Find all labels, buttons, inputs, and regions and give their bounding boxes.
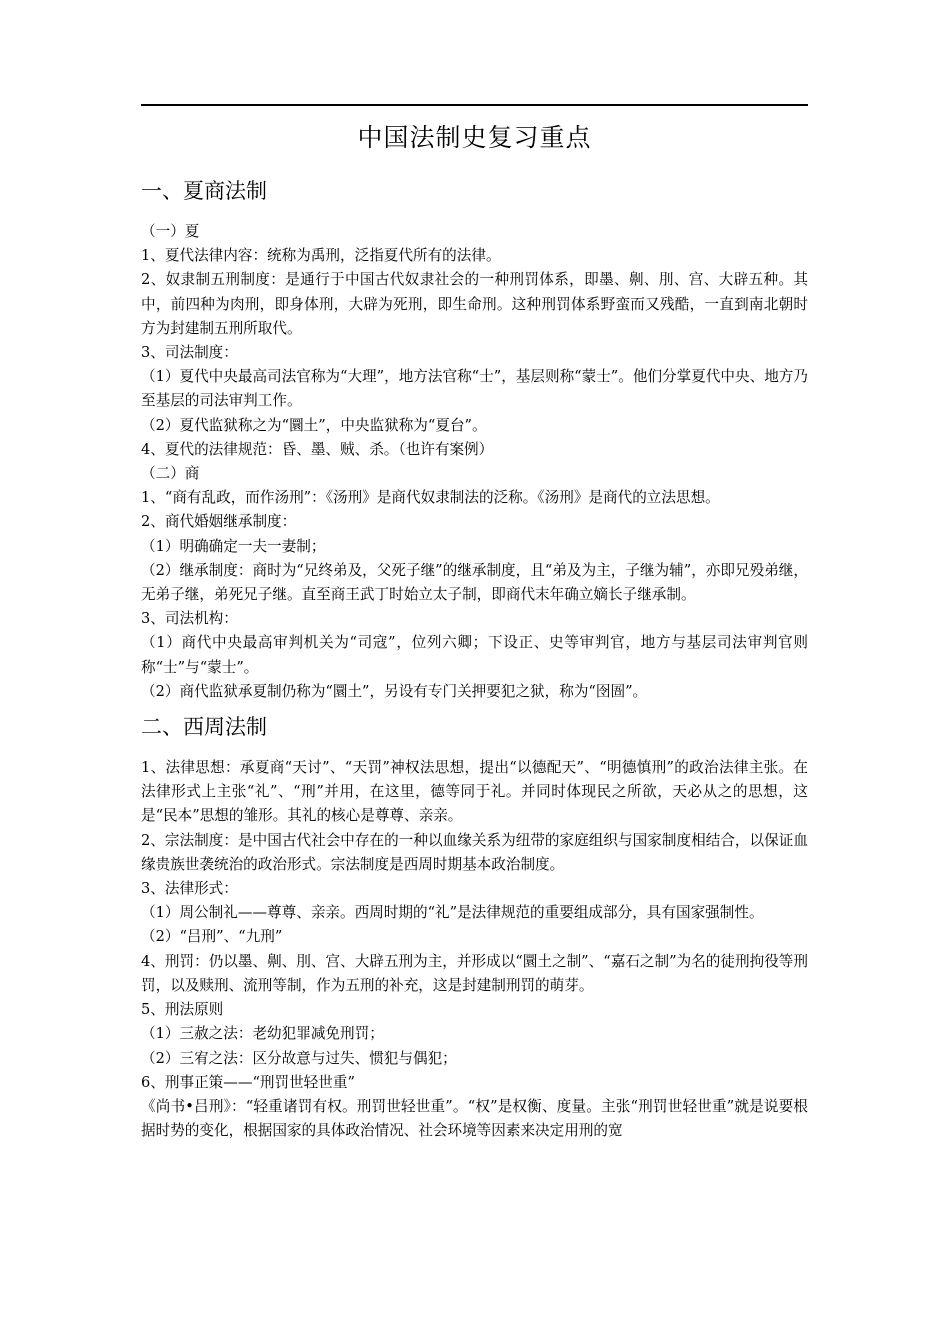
paragraph: 3、法律形式： [141,880,238,898]
paragraph: （2）继承制度：商时为“兄终弟及，父死子继”的继承制度，且“弟及为主，子继为辅”，亦即兄殁弟继，无弟子继，弟死兄子继。直至商王武丁时始立太子制，即商代末年确立嫡长子继承制。 [141,561,808,604]
section-xia-shang [141,176,808,704]
paragraph: （1）商代中央最高审判机关为“司寇”，位列六卿；下设正、史等审判官，地方与基层司法审判官则称“士”与“蒙士”。 [141,634,808,676]
section-heading: 二、西周法制 [141,715,267,740]
paragraph: （2）商代监狱承夏制仍称为“圜土”，另设有专门关押要犯之狱，称为“囹圄”。 [141,682,648,700]
section-heading: 一、夏商法制 [141,179,267,203]
paragraph: （1）周公制礼——尊尊、亲亲。西周时期的“礼”是法律规范的重要组成部分，具有国家强制性。 [141,904,764,922]
paragraph: （2）夏代监狱称之为“圜土”，中央监狱称为“夏台”。 [141,416,487,434]
paragraph: （1）明确确定一夫一妻制； [141,537,326,555]
paragraph: 5、刑法原则 [141,1001,224,1019]
paragraph: 3、司法机构： [141,610,238,628]
paragraph: 1、法律思想：承夏商“天讨”、“天罚”神权法思想，提出“以德配天”、“明德慎刑”的政治法律主张。在法律形式上主张“礼”、“刑”并用，在这里，德等同于礼。并同时体现民之所欲，天必从之的思想，这是“民本”思想的雏形。其礼的核心是尊尊、亲亲。 [141,759,808,825]
document-title: 中国法制史复习重点 [357,123,592,152]
document-page [141,104,808,1143]
paragraph: 《尚书•吕刑》：“轻重诸罚有权。刑罚世轻世重”。“权”是权衡、度量。主张“刑罚世轻世重”就是说要根据时势的变化，根据国家的具体政治情况、社会环境等因素来决定用刑的宽 [141,1097,808,1140]
paragraph: 2、宗法制度：是中国古代社会中存在的一种以血缘关系为纽带的家庭组织与国家制度相结合，以保证血缘贵族世袭统治的政治形式。宗法制度是西周时期基本政治制度。 [141,831,808,873]
paragraph: 2、奴隶制五刑制度：是通行于中国古代奴隶社会的一种刑罚体系，即墨、劓、刖、宫、大辟五种。其中，前四种为肉刑，即身体刑，大辟为死刑，即生命刑。这种刑罚体系野蛮而又残酷，一直到南北朝时方为封建制五刑所取代。 [141,271,808,337]
paragraph: 2、商代婚姻继承制度： [141,513,297,531]
paragraph: 3、司法制度： [141,344,238,362]
paragraph: 6、刑事正策——“刑罚世轻世重” [141,1073,355,1091]
section-western-zhou [141,712,808,1143]
header-rule [141,104,808,106]
paragraph: （2）三宥之法：区分故意与过失、惯犯与偶犯； [141,1049,457,1067]
paragraph: （1）夏代中央最高司法官称为“大理”，地方法官称“士”，基层则称“蒙士”。他们分掌夏代中央、地方乃至基层的司法审判工作。 [141,368,808,410]
paragraph: （2）“吕刑”、“九刑” [141,928,283,946]
paragraph: （二）商 [141,465,200,483]
paragraph: （一）夏 [141,223,200,240]
paragraph: （1）三赦之法：老幼犯罪减免刑罚； [141,1025,384,1043]
paragraph: 1、夏代法律内容：统称为禹刑，泛指夏代所有的法律。 [141,247,501,265]
paragraph: 4、夏代的法律规范：昏、墨、贼、杀。（也许有案例） [141,440,494,458]
paragraph: 4、刑罚：仍以墨、劓、刖、宫、大辟五刑为主，并形成以“圜土之制”、“嘉石之制”为名的徒刑拘役等刑罚，以及赎刑、流刑等制，作为五刑的补充，这是封建制刑罚的萌芽。 [141,952,808,994]
paragraph: 1、“商有乱政，而作汤刑”：《汤刑》是商代奴隶制法的泛称。《汤刑》是商代的立法思想。 [141,489,720,507]
